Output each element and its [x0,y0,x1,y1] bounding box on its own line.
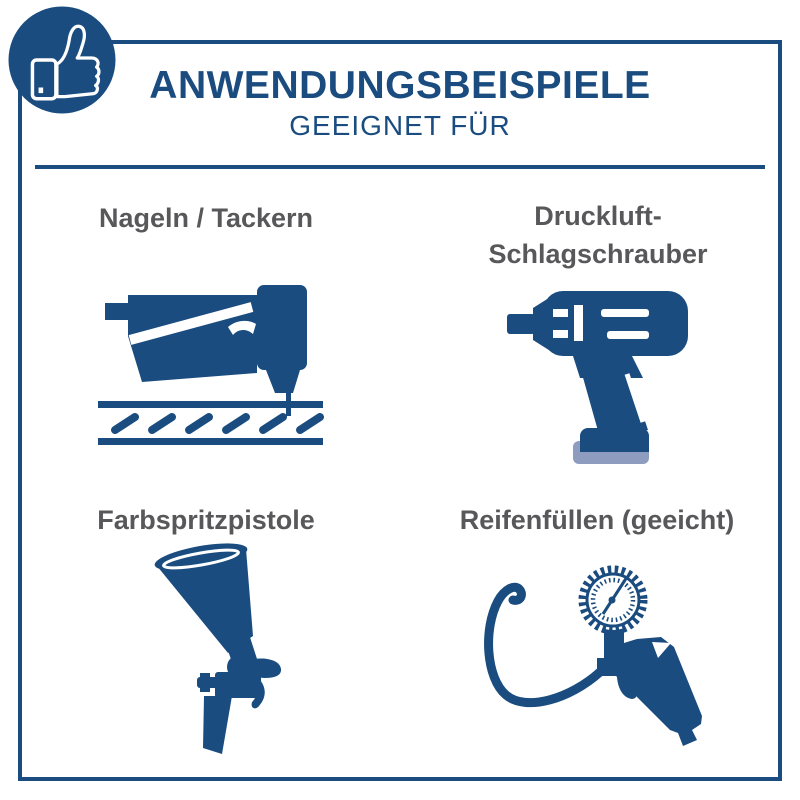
impact-wrench-icon [480,270,720,480]
tire-inflator-gauge-icon [440,540,760,790]
item-label-nageln-tackern: Nageln / Tackern [98,203,314,233]
thumbs-up-phone-icon [8,6,116,114]
paint-spray-gun-icon [100,540,380,790]
item-label-farbspritzpistole: Farbspritzpistole [97,505,315,535]
item-label-druckluft-schlagschrauber: Druckluft-Schlagschrauber [488,201,708,270]
nail-gun-icon [90,270,370,470]
page-title: ANWENDUNGSBEISPIELE [149,64,651,107]
page-subtitle: GEEIGNET FÜR [289,110,511,141]
header-divider [35,165,765,169]
item-label-reifenfuellen: Reifenfüllen (geeicht) [459,505,735,535]
